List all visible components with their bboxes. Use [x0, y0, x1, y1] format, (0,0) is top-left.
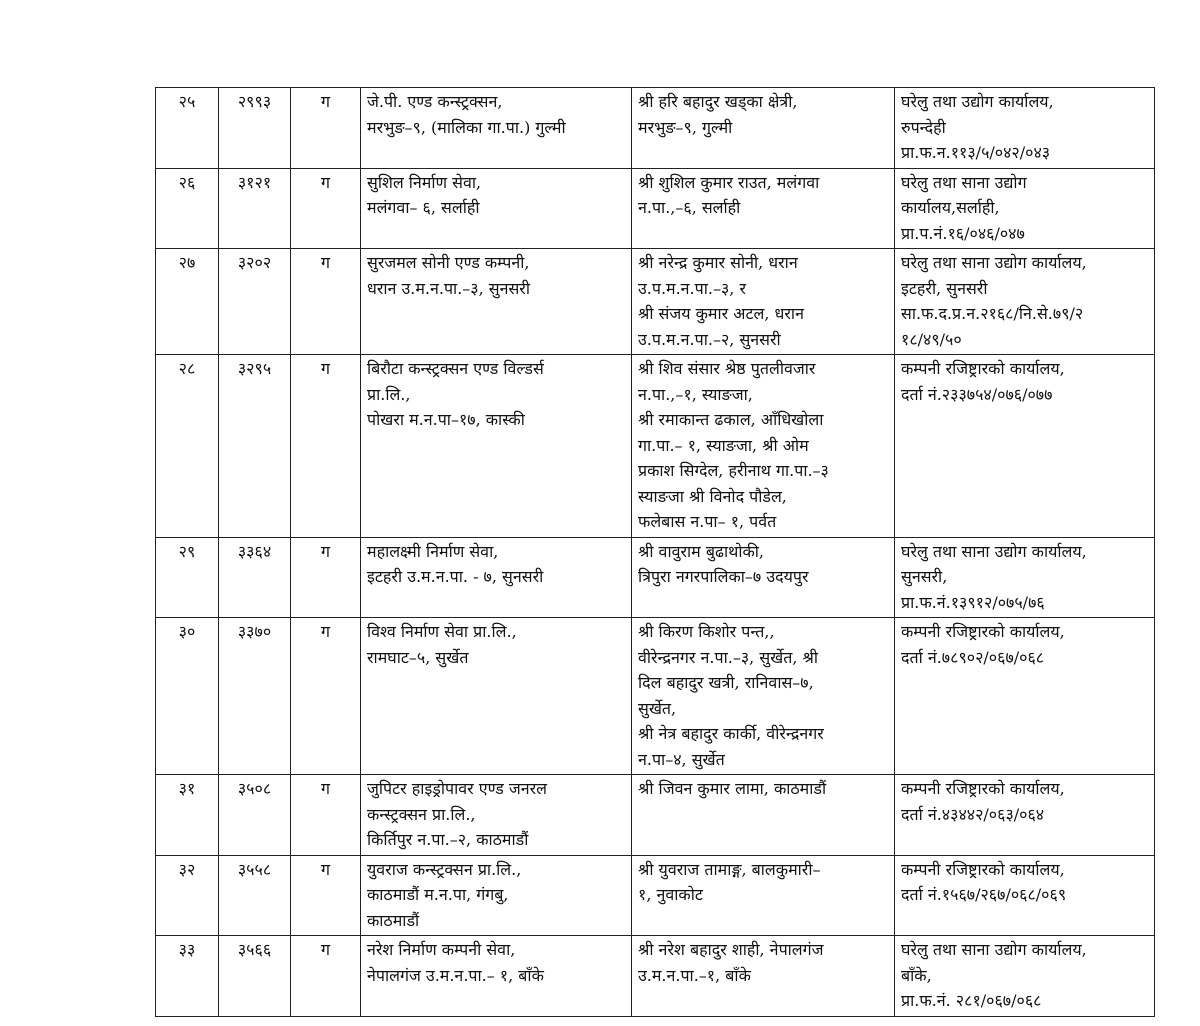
cell-text-line: प्रा.फ.नं. २८१/०६७/०६८: [901, 991, 1042, 1010]
cell-text-line: कम्पनी रजिष्ट्रारको कार्यालय,: [901, 622, 1065, 641]
firm-name-address-cell: [361, 88, 632, 169]
cell-text-line: दर्ता नं.७८९०२/०६७/०६८: [901, 647, 1045, 667]
cell-text-line: सुर्खेत,: [638, 698, 677, 718]
cell-text-line: श्री नेत्र बहादुर कार्की, वीरेन्द्रनगर: [638, 724, 824, 743]
registration-number-cell: ३३७०: [219, 618, 291, 775]
cell-text-line: त्रिपुरा नगरपालिका–७ उदयपुर: [638, 567, 809, 586]
registering-office-cell: [895, 936, 1155, 1017]
registering-office-cell: [895, 249, 1155, 355]
cell-text-line: १८/४९/५०: [901, 329, 962, 349]
cell-text-line: कन्स्ट्रक्सन प्रा.लि.,: [367, 804, 476, 824]
owner-details-cell: [632, 88, 895, 169]
cell-text-line: न.पा.,–६, सर्लाही: [638, 198, 741, 217]
cell-text-line: श्री शुशिल कुमार राउत, मलंगवा: [638, 172, 820, 192]
owner-details-cell: [632, 618, 895, 775]
cell-text-line: दर्ता नं.४३४४२/०६३/०६४: [901, 804, 1045, 824]
cell-text-line: काठमाडौं: [367, 910, 420, 930]
serial-number-cell: २५: [156, 88, 219, 169]
cell-text-line: दिल बहादुर खत्री, रानिवास–७,: [638, 673, 814, 692]
firm-name-address-cell: [361, 168, 632, 249]
cell-text-line: घरेलु तथा उद्योग कार्यालय,: [901, 92, 1054, 111]
cell-text-line: श्री शिव संसार श्रेष्ठ पुतलीवजार: [638, 359, 816, 378]
cell-text-line: जुपिटर हाइड्रोपावर एण्ड जनरल: [367, 779, 547, 798]
owner-details-cell: [632, 775, 895, 856]
firm-name-address-cell: [361, 936, 632, 1017]
class-cell: ग: [291, 855, 361, 936]
registering-office-cell: [895, 775, 1155, 856]
table-row: [156, 618, 1155, 775]
table-row: [156, 88, 1155, 169]
owner-details-cell: [632, 537, 895, 618]
cell-text-line: महालक्ष्मी निर्माण सेवा,: [367, 541, 499, 561]
owner-details-cell: [632, 249, 895, 355]
firm-name-address-cell: [361, 618, 632, 775]
firm-name-address-cell: [361, 855, 632, 936]
cell-text-line: श्री रमाकान्त ढकाल, आँधिखोला: [638, 410, 824, 429]
registration-number-cell: ३१२१: [219, 168, 291, 249]
serial-number-cell: ३०: [156, 618, 219, 775]
cell-text-line: उ.प.म.न.पा.–२, सुनसरी: [638, 329, 781, 349]
table-row: [156, 775, 1155, 856]
cell-text-line: दर्ता नं.२३३७५४/०७६/०७७: [901, 384, 1053, 404]
registering-office-cell: [895, 168, 1155, 249]
owner-details-cell: [632, 855, 895, 936]
cell-text-line: श्री संजय कुमार अटल, धरान: [638, 304, 804, 323]
serial-number-cell: २७: [156, 249, 219, 355]
cell-text-line: स्याङजा श्री विनोद पौडेल,: [638, 486, 787, 506]
class-cell: ग: [291, 537, 361, 618]
cell-text-line: रामघाट–५, सुर्खेत: [367, 647, 469, 667]
cell-text-line: नरेश निर्माण कम्पनी सेवा,: [367, 940, 516, 959]
cell-text-line: मरभुङ–९, गुल्मी: [638, 117, 733, 137]
cell-text-line: दर्ता नं.१५६७/२६७/०६८/०६९: [901, 885, 1067, 904]
registering-office-cell: [895, 537, 1155, 618]
cell-text-line: उ.म.न.पा.–१, बाँके: [638, 965, 751, 985]
cell-text-line: श्री नरेन्द्र कुमार सोनी, धरान: [638, 253, 798, 272]
cell-text-line: श्री नरेश बहादुर शाही, नेपालगंज: [638, 940, 824, 959]
cell-text-line: पोखरा म.न.पा–१७, कास्की: [367, 410, 525, 429]
cell-text-line: फलेबास न.पा– १, पर्वत: [638, 512, 777, 531]
registration-number-cell: २९९३: [219, 88, 291, 169]
cell-text-line: सा.फ.द.प्र.न.२१६८/नि.से.७९/२: [901, 304, 1084, 323]
firm-name-address-cell: [361, 775, 632, 856]
cell-text-line: रुपन्देही: [901, 117, 946, 137]
cell-text-line: बिरौटा कन्स्ट्रक्सन एण्ड विल्डर्स: [367, 359, 544, 378]
class-cell: ग: [291, 168, 361, 249]
table-row: [156, 249, 1155, 355]
serial-number-cell: ३३: [156, 936, 219, 1017]
firm-name-address-cell: [361, 355, 632, 538]
owner-details-cell: [632, 355, 895, 538]
cell-text-line: युवराज कन्स्ट्रक्सन प्रा.लि.,: [367, 859, 522, 879]
cell-text-line: किर्तिपुर न.पा.–२, काठमाडौं: [367, 830, 529, 849]
cell-text-line: मलंगवा– ६, सर्लाही: [367, 198, 480, 217]
firm-name-address-cell: [361, 537, 632, 618]
firm-name-address-cell: [361, 249, 632, 355]
owner-details-cell: [632, 168, 895, 249]
cell-text-line: घरेलु तथा साना उद्योग: [901, 172, 1027, 192]
table-body: [156, 88, 1155, 1017]
class-cell: ग: [291, 775, 361, 856]
cell-text-line: प्रा.फ.न.११३/५/०४२/०४३: [901, 143, 1051, 162]
table-row: [156, 355, 1155, 538]
cell-text-line: न.पा.,–१, स्याङजा,: [638, 384, 753, 404]
registration-number-cell: ३५५८: [219, 855, 291, 936]
cell-text-line: कम्पनी रजिष्ट्रारको कार्यालय,: [901, 359, 1065, 378]
cell-text-line: श्री युवराज तामाङ्ग, बालकुमारी–: [638, 859, 821, 879]
cell-text-line: प्रा.लि.,: [367, 384, 411, 404]
cell-text-line: प्रकाश सिग्देल, हरीनाथ गा.पा.–३: [638, 461, 829, 480]
registering-office-cell: [895, 618, 1155, 775]
cell-text-line: श्री हरि बहादुर खड्का क्षेत्री,: [638, 92, 798, 111]
cell-text-line: प्रा.फ.नं.१३९१२/०७५/७६: [901, 592, 1045, 612]
table-row: [156, 168, 1155, 249]
cell-text-line: इटहरी उ.म.न.पा. - ७, सुनसरी: [367, 567, 544, 586]
contractor-list-table: [155, 87, 1155, 1017]
cell-text-line: घरेलु तथा साना उद्योग कार्यालय,: [901, 541, 1087, 561]
registration-number-cell: ३५०८: [219, 775, 291, 856]
registration-number-cell: ३३६४: [219, 537, 291, 618]
table-row: [156, 936, 1155, 1017]
cell-text-line: श्री वावुराम बुढाथोकी,: [638, 541, 765, 561]
cell-text-line: कम्पनी रजिष्ट्रारको कार्यालय,: [901, 779, 1065, 798]
cell-text-line: श्री किरण किशोर पन्त,,: [638, 622, 775, 641]
cell-text-line: कार्यालय,सर्लाही,: [901, 198, 1000, 217]
cell-text-line: श्री जिवन कुमार लामा, काठमाडौं: [638, 779, 827, 798]
owner-details-cell: [632, 936, 895, 1017]
serial-number-cell: ३१: [156, 775, 219, 856]
cell-text-line: मरभुङ–९, (मालिका गा.पा.) गुल्मी: [367, 117, 566, 137]
serial-number-cell: २८: [156, 355, 219, 538]
cell-text-line: काठमाडौं म.न.पा, गंगबु,: [367, 885, 509, 904]
cell-text-line: न.पा–४, सुर्खेत: [638, 749, 725, 769]
cell-text-line: धरान उ.म.न.पा.–३, सुनसरी: [367, 278, 530, 298]
serial-number-cell: ३२: [156, 855, 219, 936]
cell-text-line: वीरेन्द्रनगर न.पा.–३, सुर्खेत, श्री: [638, 647, 818, 667]
class-cell: ग: [291, 355, 361, 538]
class-cell: ग: [291, 88, 361, 169]
cell-text-line: गा.पा.– १, स्याङजा, श्री ओम: [638, 435, 809, 455]
cell-text-line: बाँके,: [901, 965, 932, 985]
registering-office-cell: [895, 855, 1155, 936]
cell-text-line: सुरजमल सोनी एण्ड कम्पनी,: [367, 253, 530, 272]
cell-text-line: इटहरी, सुनसरी: [901, 278, 988, 298]
class-cell: ग: [291, 618, 361, 775]
cell-text-line: घरेलु तथा साना उद्योग कार्यालय,: [901, 940, 1087, 959]
cell-text-line: विश्व निर्माण सेवा प्रा.लि.,: [367, 622, 517, 641]
serial-number-cell: २६: [156, 168, 219, 249]
cell-text-line: कम्पनी रजिष्ट्रारको कार्यालय,: [901, 859, 1065, 879]
cell-text-line: उ.प.म.न.पा.–३, र: [638, 278, 747, 298]
table-row: [156, 855, 1155, 936]
table-row: [156, 537, 1155, 618]
registration-number-cell: ३२०२: [219, 249, 291, 355]
cell-text-line: सुनसरी,: [901, 567, 948, 586]
cell-text-line: १, नुवाकोट: [638, 885, 703, 904]
registering-office-cell: [895, 88, 1155, 169]
cell-text-line: घरेलु तथा साना उद्योग कार्यालय,: [901, 253, 1087, 272]
registration-number-cell: ३५६६: [219, 936, 291, 1017]
registration-number-cell: ३२९५: [219, 355, 291, 538]
registering-office-cell: [895, 355, 1155, 538]
cell-text-line: सुशिल निर्माण सेवा,: [367, 172, 482, 192]
class-cell: ग: [291, 249, 361, 355]
serial-number-cell: २९: [156, 537, 219, 618]
class-cell: ग: [291, 936, 361, 1017]
cell-text-line: जे.पी. एण्ड कन्स्ट्रक्सन,: [367, 92, 503, 111]
cell-text-line: नेपालगंज उ.म.न.पा.– १, बाँके: [367, 965, 544, 985]
cell-text-line: प्रा.प.नं.१६/०४६/०४७: [901, 223, 1025, 243]
